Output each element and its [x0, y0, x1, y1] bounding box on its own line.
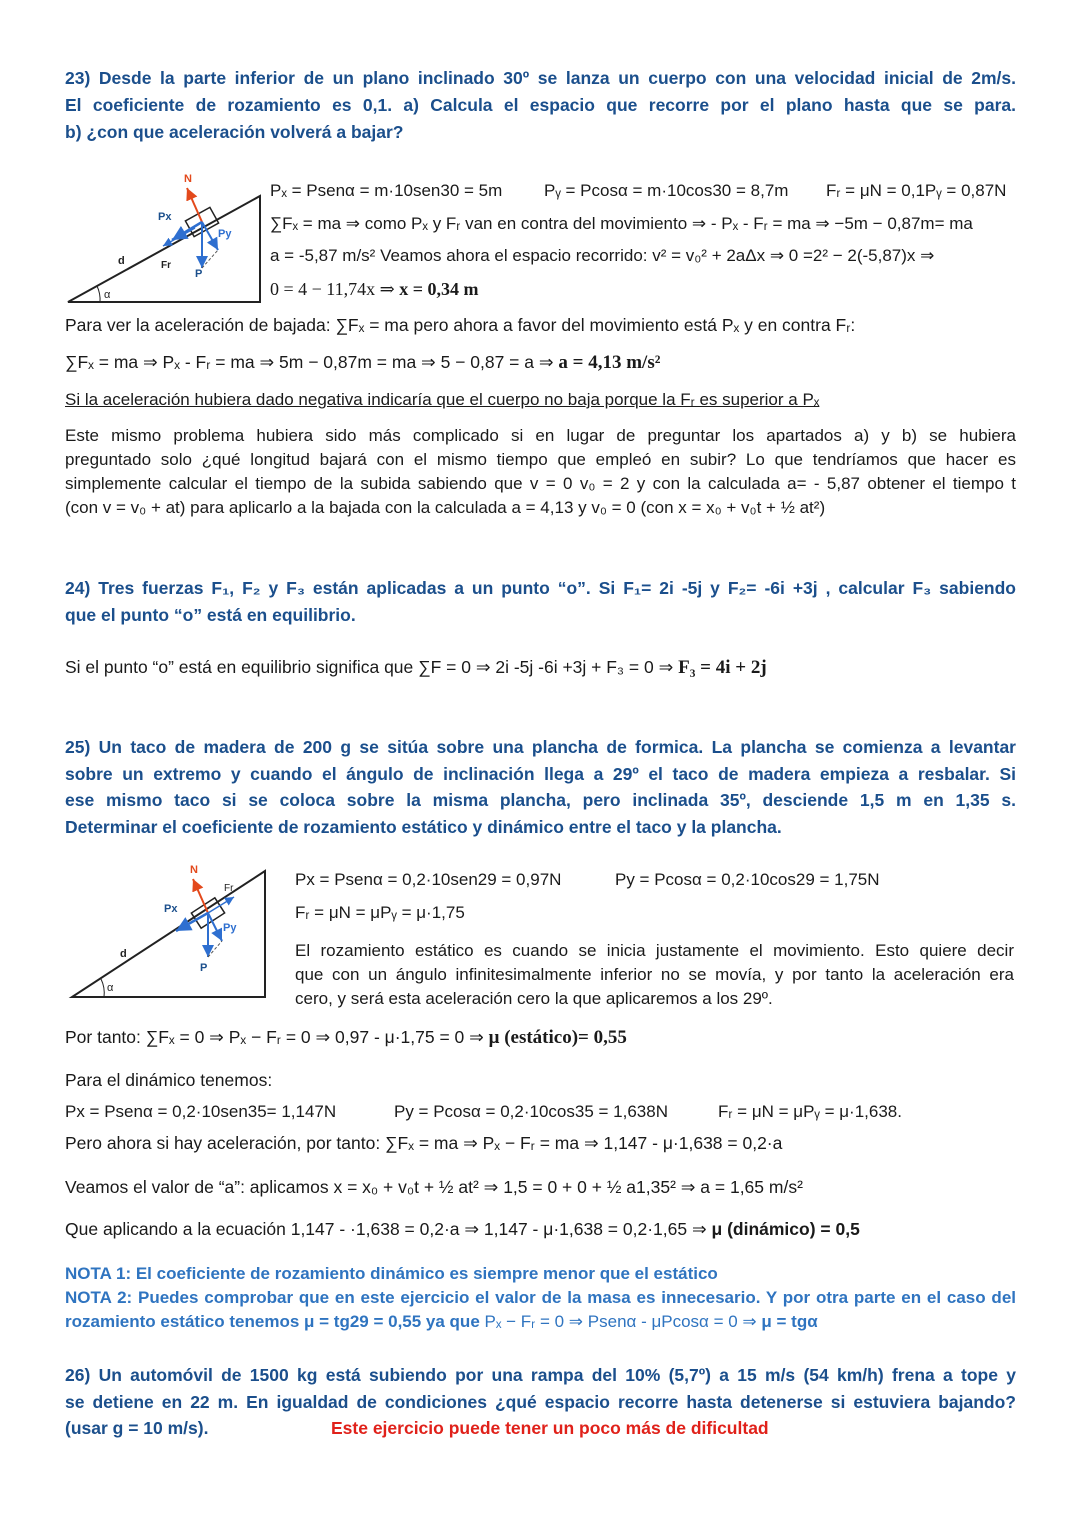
p23-title-line-2: El coeficiente de rozamiento es 0,1. a) Calcula el espacio que recorre por el plano hasta que se para. [65, 95, 1016, 115]
p23-para-line-2: preguntado solo ¿qué longitud bajará con el mismo tiempo que empleó en subir? Lo que tendríamos que hacer es [65, 450, 1016, 469]
p26-difficulty-note: Este ejercicio puede tener un poco más de dificultad [331, 1418, 769, 1438]
p23-title-line-3: b) ¿con que aceleración volverá a bajar? [65, 122, 404, 142]
p25-note-3: rozamiento estático tenemos μ = tg29 = 0,55 ya que Pₓ − Fᵣ = 0 ⇒ Psenα - μPcosα = 0 ⇒ μ = tgα [65, 1312, 818, 1331]
p25-py-eq: Py = Pcosα = 0,2·10cos29 = 1,75N [615, 870, 880, 889]
p25-dynamic-intro: Para el dinámico tenemos: [65, 1070, 273, 1090]
p23-px-eq: Pₓ = Psenα = m·10sen30 = 5m [270, 181, 503, 200]
p24-solution: Si el punto “o” está en equilibrio significa que ∑F = 0 ⇒ 2i -5j -6i +3j + F₃ = 0 ⇒ F₃ = 4i + 2j [65, 657, 767, 678]
incline-plane [72, 871, 265, 997]
label-d: d [118, 255, 125, 267]
p25-static-line-1: El rozamiento estático es cuando se inicia justamente el movimiento. Esto quiere decir [295, 941, 1014, 960]
p25-acceleration-calc: Veamos el valor de “a”: aplicamos x = x₀ + v₀t + ½ at² ⇒ 1,5 = 0 + 0 + ½ a1,35² ⇒ a = 1,65 m/s² [65, 1177, 803, 1197]
p25-fr35-eq: Fᵣ = μN = μPᵧ = μ·1,638. [718, 1102, 902, 1121]
p25-note-2: NOTA 2: Puedes comprobar que en este ejercicio el valor de la masa es innecesario. Y por otra parte en el caso del [65, 1288, 1016, 1307]
p23-acceleration-line: a = -5,87 m/s² Veamos ahora el espacio recorrido: v² = v₀² + 2aΔx ⇒ 0 =2² − 2(-5,87)x ⇒ [270, 246, 935, 265]
p23-title-line-1: 23) Desde la parte inferior de un plano inclinado 30º se lanza un cuerpo con una velocidad inicial de 2m/s. [65, 68, 1016, 88]
label-Py: Py [223, 922, 237, 934]
p26-title-line-2: se detiene en 22 m. En igualdad de condiciones ¿qué espacio recorre hasta detenerse si estuviera bajando? [65, 1392, 1016, 1412]
p25-title-line-4: Determinar el coeficiente de rozamiento estático y dinámico entre el taco y la plancha. [65, 817, 782, 837]
p25-title-line-1: 25) Un taco de madera de 200 g se sitúa sobre una plancha de formica. La plancha se comienza a levantar [65, 737, 1016, 757]
p25-note-1: NOTA 1: El coeficiente de rozamiento dinámico es siempre menor que el estático [65, 1264, 718, 1283]
label-d: d [120, 948, 127, 960]
p23-py-eq: Pᵧ = Pcosα = m·10cos30 = 8,7m [544, 181, 789, 200]
label-N: N [190, 864, 198, 876]
p24-title-line-1: 24) Tres fuerzas F₁, F₂ y F₃ están aplicadas a un punto “o”. Si F₁= 2i -5j y F₂= -6i +3j , calcular F₃ sabiendo [65, 578, 1016, 598]
label-Fr: Fr [224, 883, 234, 894]
p25-px-eq: Px = Psenα = 0,2·10sen29 = 0,97N [295, 870, 562, 889]
p23-negative-note: Si la aceleración hubiera dado negativa indicaría que el cuerpo no baja porque la Fᵣ es superior a Pₓ [65, 390, 820, 409]
p24-title-line-2: que el punto “o” está en equilibrio. [65, 605, 356, 625]
p23-para-line-4: (con v = v₀ + at) para aplicarlo a la bajada con la calculada a = 4,13 y v₀ = 0 (con x = x₀ + v₀t + ½ at²) [65, 498, 826, 517]
p23-incline-diagram [60, 162, 270, 312]
label-N: N [184, 173, 192, 185]
label-Px: Px [164, 903, 178, 915]
p25-dynamic-forces: Pero ahora si hay aceleración, por tanto: ∑Fₓ = ma ⇒ Pₓ − Fᵣ = ma ⇒ 1,147 - μ·1,638 = 0,2·a [65, 1133, 783, 1153]
normal-force-arrow [187, 188, 202, 222]
p23-para-line-3: simplemente calcular el tiempo de la subida sabiendo que v = 0 v₀ = 2 y con la calculada a= - 5,87 obtener el tiempo t [65, 474, 1016, 493]
p26-title-line-3: (usar g = 10 m/s). [65, 1418, 209, 1438]
label-P: P [195, 268, 203, 280]
p26-title-line-1: 26) Un automóvil de 1500 kg está subiendo por una rampa del 10% (5,7º) a 15 m/s (54 km/h) frena a tope y [65, 1365, 1016, 1385]
label-P: P [200, 962, 208, 974]
label-Px: Px [158, 211, 172, 223]
p23-distance-result: 0 = 4 − 11,74x ⇒ x = 0,34 m [270, 279, 479, 299]
p23-para-line-1: Este mismo problema hubiera sido más complicado si en lugar de preguntar los apartados a) y b) se hubiera [65, 426, 1016, 445]
p23-descent-result: ∑Fₓ = ma ⇒ Pₓ - Fᵣ = ma ⇒ 5m − 0,87m = ma ⇒ 5 − 0,87 = a ⇒ a = 4,13 m/s² [65, 352, 661, 373]
p25-px35-eq: Px = Psenα = 0,2·10sen35= 1,147N [65, 1102, 337, 1121]
label-alpha: α [107, 982, 114, 994]
label-alpha: α [104, 289, 111, 301]
p25-incline-diagram [62, 857, 277, 1005]
p25-py35-eq: Py = Pcosα = 0,2·10cos35 = 1,638N [394, 1102, 668, 1121]
p25-static-result: Por tanto: ∑Fₓ = 0 ⇒ Pₓ − Fᵣ = 0 ⇒ 0,97 - μ·1,75 = 0 ⇒ μ (estático)= 0,55 [65, 1027, 627, 1048]
label-Fr: Fr [161, 260, 171, 271]
p25-static-line-3: cero, y será esta aceleración cero la que aplicaremos a los 29º. [295, 989, 773, 1008]
p25-fr-eq: Fᵣ = μN = μPᵧ = μ·1,75 [295, 903, 465, 922]
p23-descent-intro: Para ver la aceleración de bajada: ∑Fₓ = ma pero ahora a favor del movimiento está Pₓ y en contra Fᵣ: [65, 315, 856, 335]
p25-title-line-2: sobre un extremo y cuando el ángulo de inclinación llega a 29º el taco de madera empieza a resbalar. Si [65, 764, 1016, 784]
p25-dynamic-result: Que aplicando a la ecuación 1,147 - ·1,638 = 0,2·a ⇒ 1,147 - μ·1,638 = 0,2·1,65 ⇒ μ (dinámico) = 0,5 [65, 1219, 860, 1239]
p23-fr-eq: Fᵣ = μN = 0,1Pᵧ = 0,87N [826, 181, 1007, 200]
p23-sum-forces: ∑Fₓ = ma ⇒ como Pₓ y Fᵣ van en contra del movimiento ⇒ - Pₓ - Fᵣ = ma ⇒ −5m − 0,87m= ma [270, 214, 973, 233]
p25-title-line-3: ese mismo taco si se coloca sobre la misma plancha, pero inclinada 35º, desciende 1,5 m en 1,35 s. [65, 790, 1016, 810]
p25-static-line-2: que con un ángulo infinitesimalmente inferior no se movía, y por tanto la aceleración era [295, 965, 1014, 984]
label-Py: Py [218, 228, 232, 240]
